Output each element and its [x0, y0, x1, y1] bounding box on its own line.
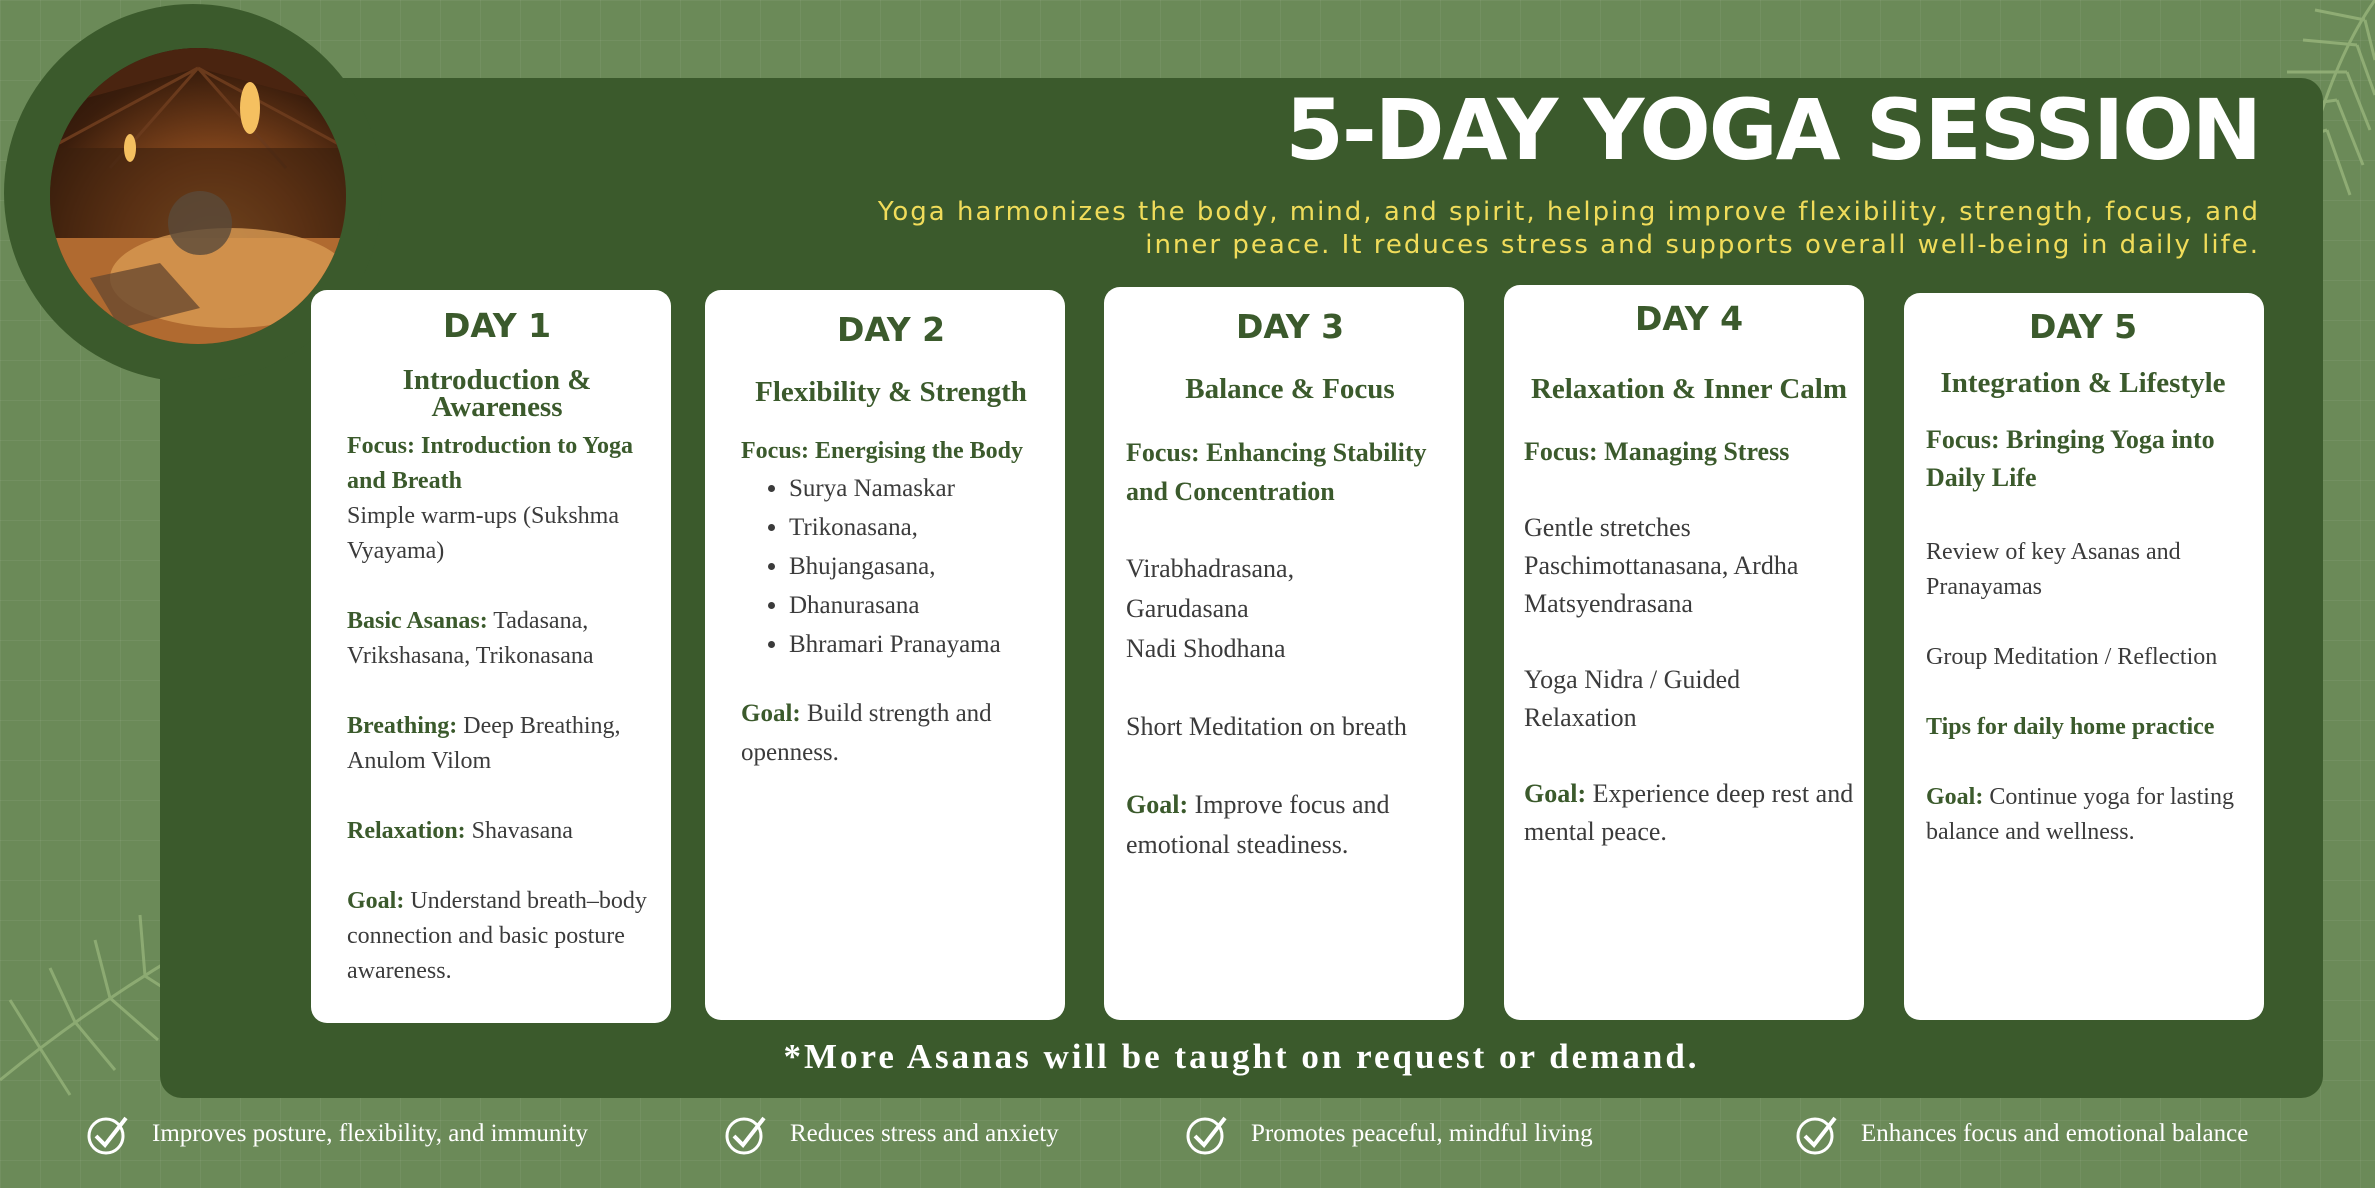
day-card-3 [1104, 287, 1464, 1020]
benefit-item-3 [1185, 1112, 1593, 1156]
benefit-item-4 [1795, 1112, 2248, 1156]
check-circle-icon [724, 1112, 768, 1156]
goal-row [1126, 785, 1454, 865]
day-label: DAY 1 [442, 306, 552, 345]
day-label: DAY 3 [1235, 307, 1345, 346]
benefit-item-1 [86, 1112, 588, 1156]
day-card-1 [311, 290, 671, 1023]
goal-row [1524, 775, 1854, 851]
goal-label: Goal: [1926, 784, 1984, 810]
goal-label: Goal: [741, 700, 801, 727]
focus-label: Focus: Bringing Yoga into Daily Life [1926, 425, 2215, 492]
request-note: *More Asanas will be taught on request or demand. [783, 1037, 1700, 1076]
breathing-row [347, 709, 647, 779]
goal-row [741, 694, 1041, 772]
breathing-text: Deep Breathing, Anulom Vilom [347, 713, 621, 774]
review-text: Review of key Asanas and Pranayamas [1926, 539, 2181, 600]
benefit-item-2 [724, 1112, 1059, 1156]
goal-row [1926, 780, 2240, 850]
benefit-text: Reduces stress and anxiety [790, 1120, 1059, 1147]
goal-label: Goal: [1126, 790, 1189, 819]
benefit-text: Promotes peaceful, mindful living [1251, 1120, 1593, 1147]
tips-text: Tips for daily home practice [1926, 714, 2215, 740]
day-card-4 [1504, 285, 1864, 1020]
meditation-line: Short Meditation on breath [1126, 712, 1407, 741]
asana-line: Garudasana [1126, 594, 1249, 623]
day-theme: Relaxation & Inner Calm [1530, 373, 1848, 405]
day-label: DAY 2 [836, 310, 946, 349]
group-text: Group Meditation / Reflection [1926, 644, 2218, 670]
day-theme: Flexibility & Strength [755, 376, 1027, 408]
day-label: DAY 4 [1634, 299, 1744, 338]
asanas-label: Basic Asanas: [347, 608, 488, 634]
relaxation-text: Shavasana [471, 818, 573, 844]
asana-list [741, 469, 1041, 664]
page-subtitle: Yoga harmonizes the body, mind, and spirit, helping improve flexibility, strength, focus, and inner peace. It reduces stress and supports overall well-being in daily life. [877, 197, 2260, 260]
list-item: • Surya Namaskar [789, 469, 1041, 508]
day-theme: Introduction & Awareness [402, 364, 592, 423]
benefit-text: Enhances focus and emotional balance [1861, 1120, 2249, 1147]
day-card-2 [705, 290, 1065, 1020]
stretches-text: Gentle stretches Paschimottanasana, Ardha Matsyendrasana [1524, 513, 1799, 618]
goal-label: Goal: [1524, 779, 1587, 808]
list-item: • Bhujangasana, [789, 547, 1041, 586]
check-circle-icon [86, 1112, 130, 1156]
asanas-row [347, 604, 647, 674]
focus-detail: Simple warm-ups (Sukshma Vyayama) [347, 503, 619, 564]
relaxation-row [347, 814, 647, 849]
day-label: DAY 5 [2028, 307, 2138, 346]
benefit-text: Improves posture, flexibility, and immunity [152, 1120, 588, 1147]
day-theme: Integration & Lifestyle [1940, 367, 2226, 399]
day-card-5 [1904, 293, 2264, 1020]
focus-label: Focus: Introduction to Yoga and Breath [347, 433, 634, 494]
focus-label: Focus: Enhancing Stability and Concentration [1126, 438, 1427, 506]
list-item: • Trikonasana, [789, 508, 1041, 547]
nidra-text: Yoga Nidra / Guided Relaxation [1524, 665, 1741, 732]
asana-line: Nadi Shodhana [1126, 634, 1286, 663]
day-theme: Balance & Focus [1185, 373, 1395, 405]
page-title: 5-DAY YOGA SESSION [1285, 81, 2260, 179]
goal-label: Goal: [347, 888, 405, 914]
goal-text: Improve focus and emotional steadiness. [1126, 790, 1390, 859]
relaxation-label: Relaxation: [347, 818, 466, 844]
list-item: • Dhanurasana [789, 586, 1041, 625]
goal-text: Continue yoga for lasting balance and wellness. [1926, 784, 2234, 845]
list-item: • Bhramari Pranayama [789, 625, 1041, 664]
focus-label: Focus: Managing Stress [1524, 437, 1790, 466]
goal-text: Understand breath–body connection and basic posture awareness. [347, 888, 647, 984]
yoga-hall-photo [50, 48, 346, 344]
goal-text: Build strength and openness. [741, 700, 992, 766]
check-circle-icon [1185, 1112, 1229, 1156]
breathing-label: Breathing: [347, 713, 458, 739]
focus-label: Focus: Energising the Body [741, 438, 1024, 464]
check-circle-icon [1795, 1112, 1839, 1156]
asana-line: Virabhadrasana, [1126, 554, 1295, 583]
asanas-text: Tadasana, Vrikshasana, Trikonasana [347, 608, 594, 669]
goal-text: Experience deep rest and mental peace. [1524, 779, 1854, 846]
goal-row [347, 884, 647, 989]
